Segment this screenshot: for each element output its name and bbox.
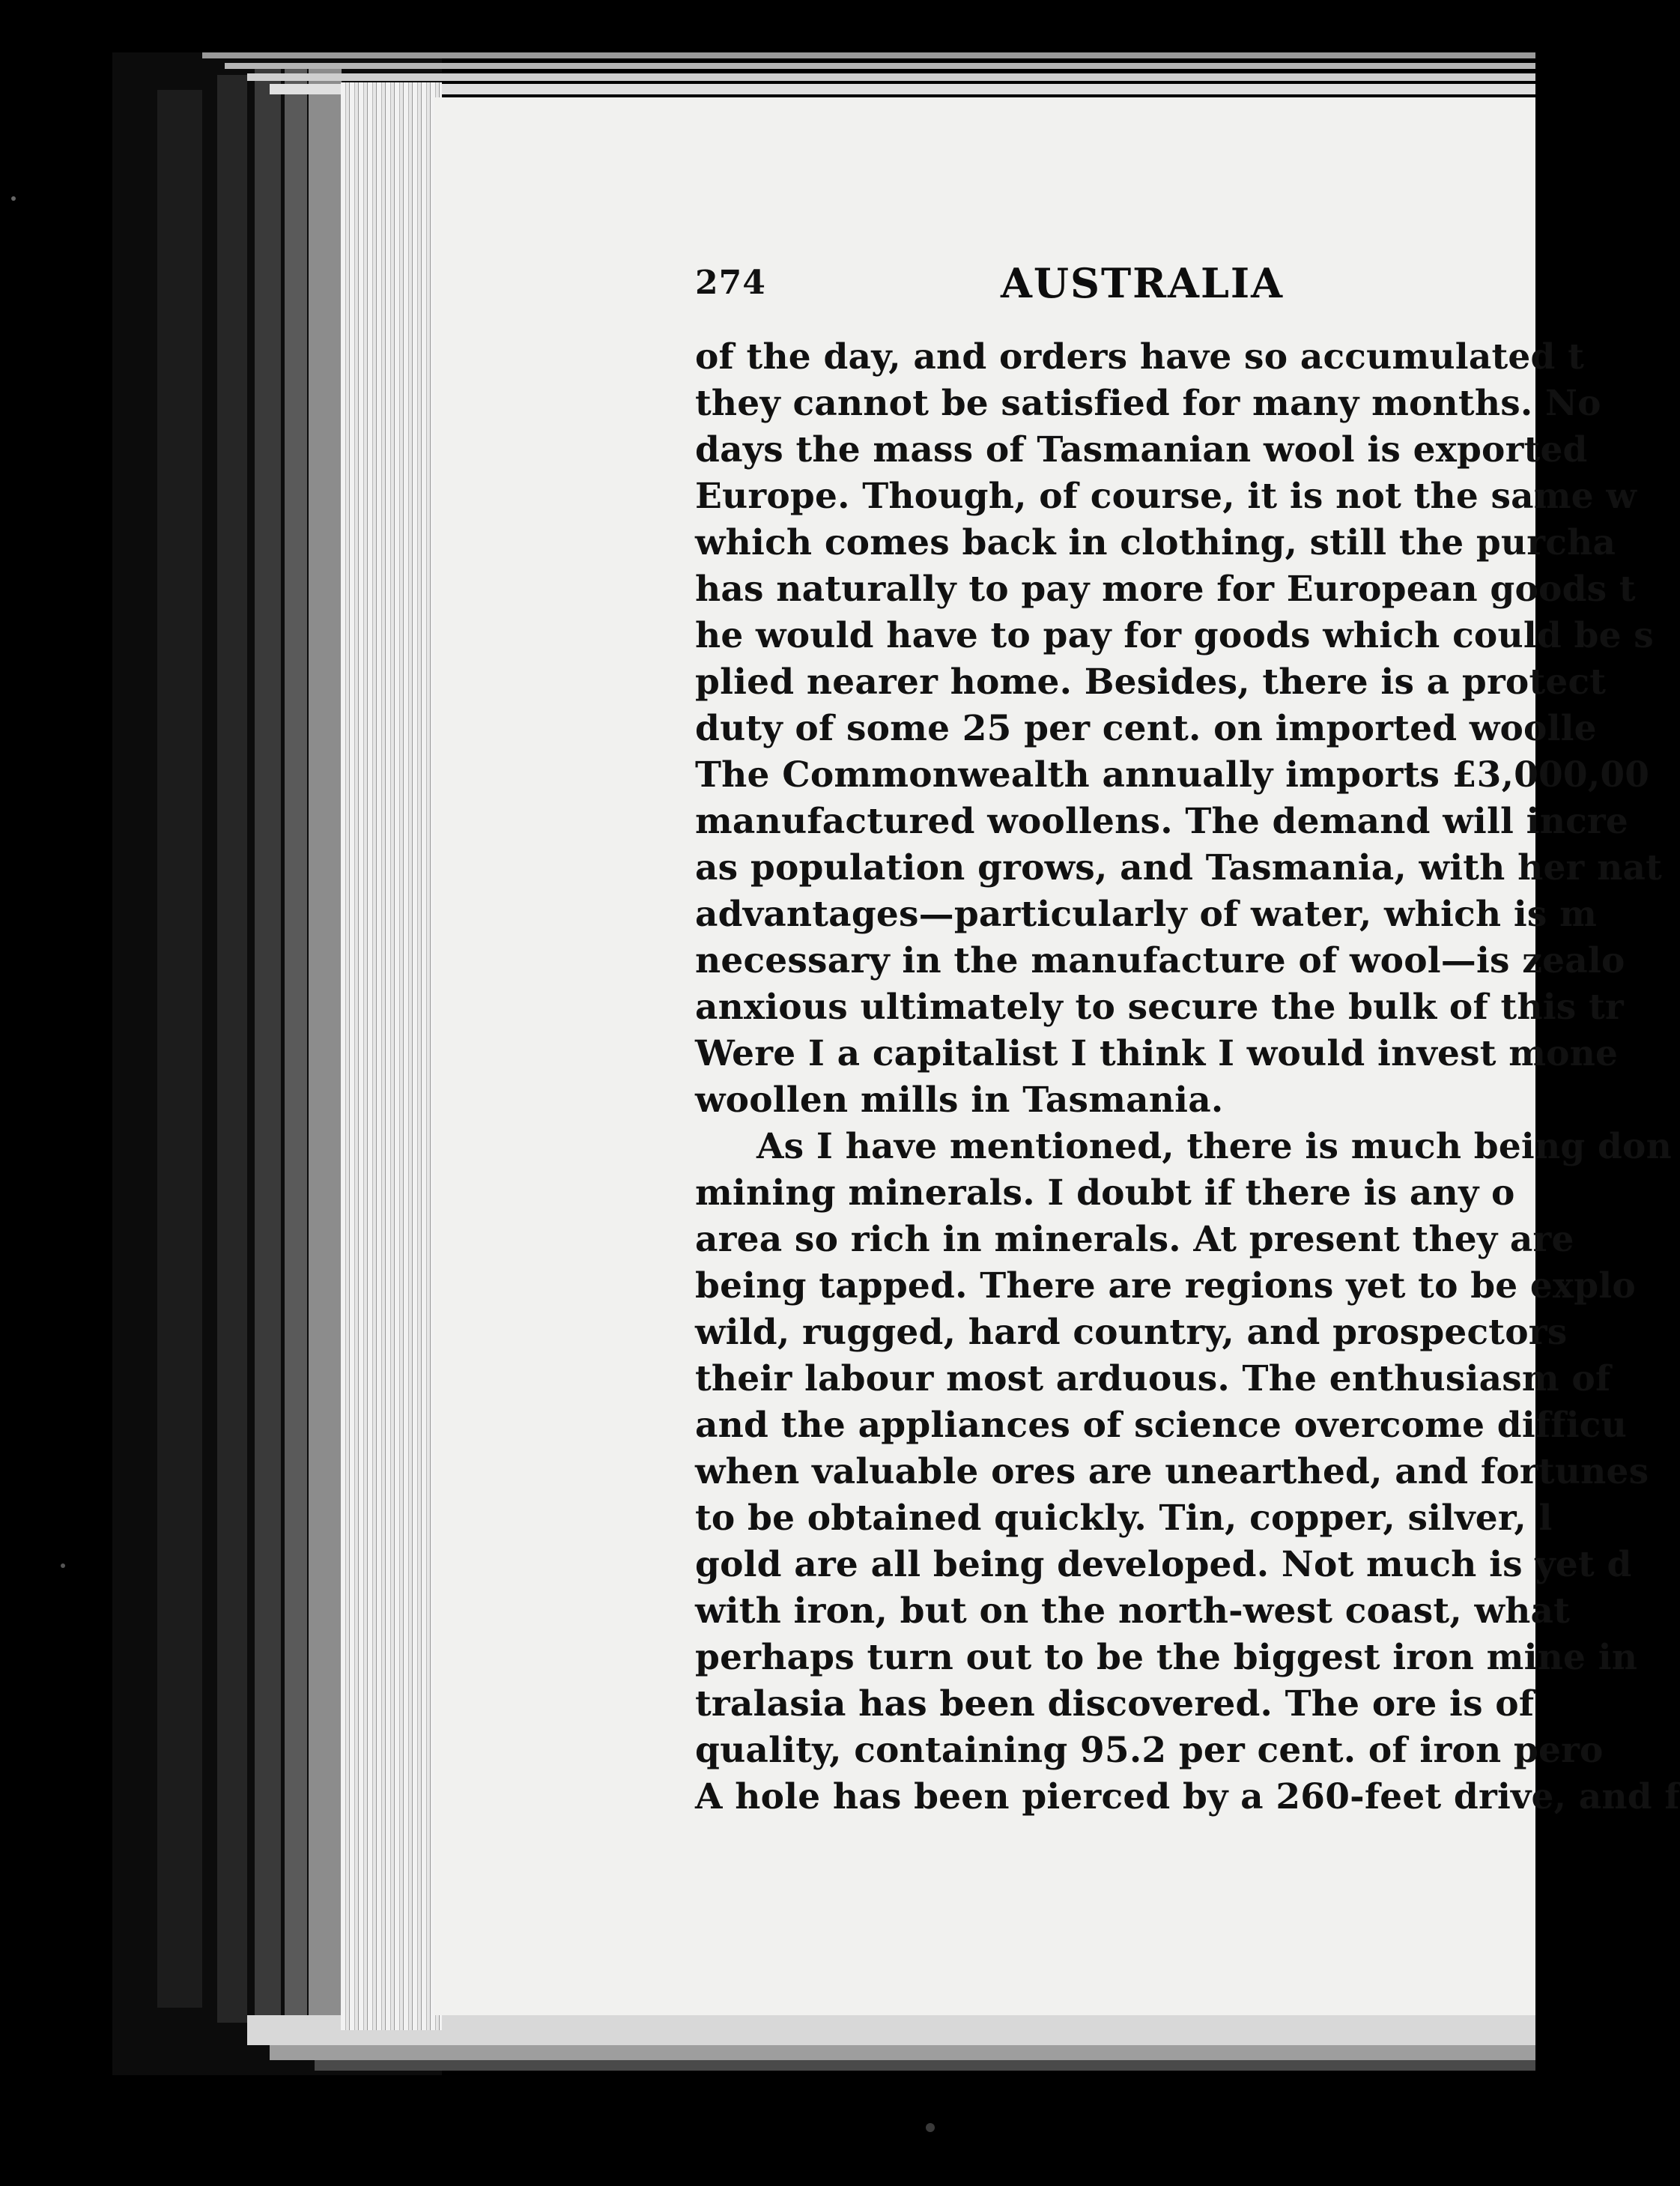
- text-line: duty of some 25 per cent. on imported woolle: [695, 708, 1597, 749]
- text-line: gold are all being developed. Not much is yet d: [695, 1544, 1632, 1585]
- running-head: [695, 259, 1535, 316]
- text-line: Were I a capitalist I think I would invest mone: [695, 1033, 1619, 1074]
- body-text: [695, 334, 1680, 1820]
- text-line: area so rich in minerals. At present they are: [695, 1219, 1574, 1260]
- page-number: 274: [695, 264, 766, 302]
- text-line: of the day, and orders have so accumulated t: [695, 336, 1585, 378]
- text-line: advantages—particularly of water, which is m: [695, 894, 1598, 935]
- text-line: has naturally to pay more for European goods t: [695, 569, 1636, 610]
- text-line: tralasia has been discovered. The ore is of: [695, 1683, 1535, 1725]
- text-line: when valuable ores are unearthed, and fortunes: [695, 1451, 1649, 1492]
- text-line: anxious ultimately to secure the bulk of this tr: [695, 987, 1624, 1028]
- text-line: perhaps turn out to be the biggest iron mine in: [695, 1637, 1638, 1678]
- text-line: Europe. Though, of course, it is not the same w: [695, 476, 1637, 517]
- text-line: as population grows, and Tasmania, with her nat: [695, 847, 1663, 888]
- text-line: necessary in the manufacture of wool—is zealo: [695, 940, 1625, 981]
- text-line: he would have to pay for goods which could be s: [695, 615, 1654, 656]
- text-line: woollen mills in Tasmania.: [695, 1080, 1224, 1121]
- text-line: being tapped. There are regions yet to be explo: [695, 1265, 1636, 1307]
- text-line: mining minerals. I doubt if there is any o: [695, 1172, 1515, 1214]
- text-line: The Commonwealth annually imports £3,000,00: [695, 754, 1650, 796]
- text-line: their labour most arduous. The enthusiasm of: [695, 1358, 1611, 1399]
- text-line: wild, rugged, hard country, and prospectors: [695, 1312, 1568, 1353]
- text-line: they cannot be satisfied for many months. No: [695, 383, 1601, 424]
- text-line: to be obtained quickly. Tin, copper, silver, l: [695, 1498, 1553, 1539]
- text-line: plied nearer home. Besides, there is a protect: [695, 661, 1607, 703]
- text-line: quality, containing 95.2 per cent. of iron pero: [695, 1730, 1604, 1771]
- page-title: AUSTRALIA: [1001, 259, 1285, 307]
- text-line: manufactured woollens. The demand will incre: [695, 801, 1628, 842]
- text-line: with iron, but on the north-west coast, what: [695, 1590, 1571, 1632]
- text-line: which comes back in clothing, still the purcha: [695, 522, 1616, 563]
- text-line: A hole has been pierced by a 260-feet drive, and f: [695, 1776, 1680, 1817]
- text-line: days the mass of Tasmanian wool is exported: [695, 429, 1588, 470]
- page-edge-stack: [341, 82, 442, 2030]
- paragraph-first-line: As I have mentioned, there is much being don: [756, 1126, 1672, 1167]
- text-line: and the appliances of science overcome difficu: [695, 1405, 1627, 1446]
